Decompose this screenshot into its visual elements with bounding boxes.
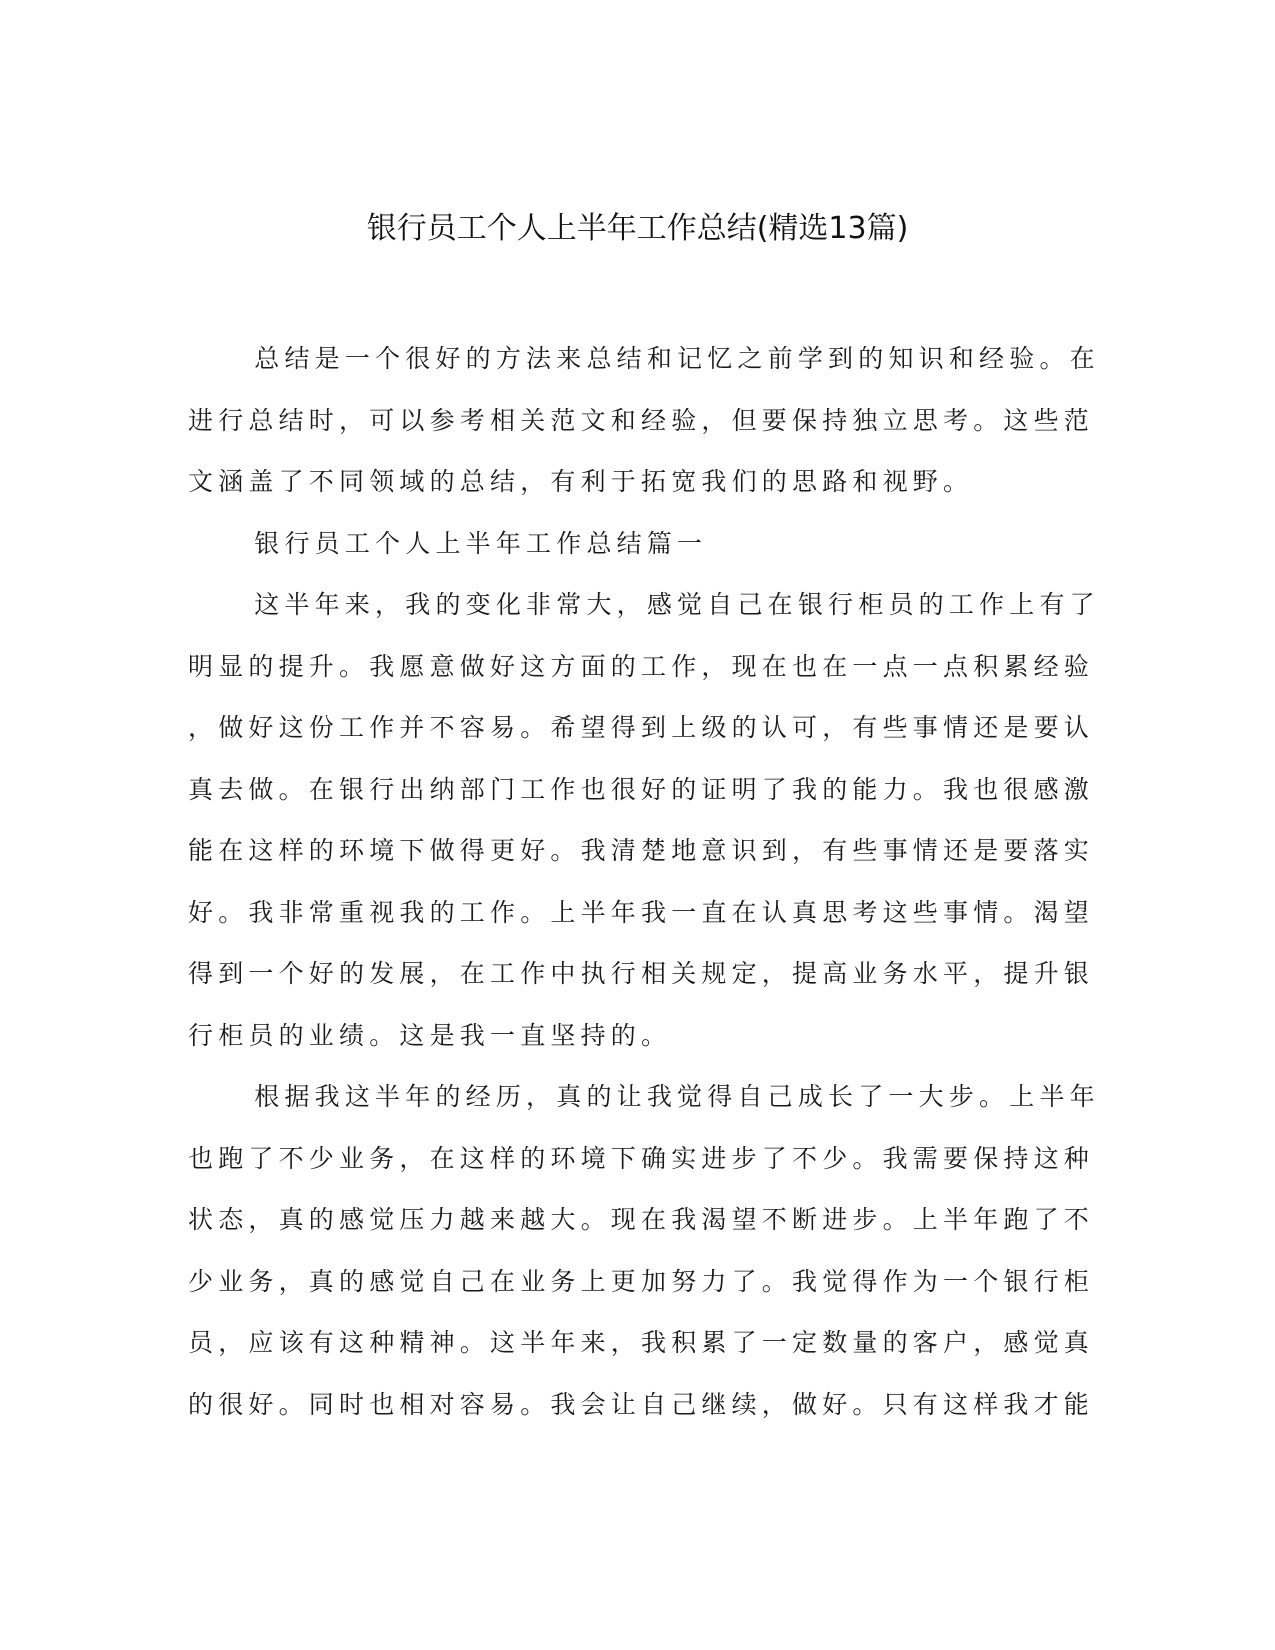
paragraph-line: 行柜员的业绩。这是我一直坚持的。: [188, 1020, 672, 1050]
paragraph-line: 文涵盖了不同领域的总结，有利于拓宽我们的思路和视野。: [188, 467, 974, 496]
paragraph-line: ，做好这份工作并不容易。希望得到上级的认可，有些事情还是要认: [188, 713, 1095, 742]
body-paragraph: [188, 1066, 1100, 1435]
paragraph-line: 真去做。在银行出纳部门工作也很好的证明了我的能力。我也很感激: [188, 774, 1095, 804]
paragraph-line: 明显的提升。我愿意做好这方面的工作，现在也在一点一点积累经验: [188, 651, 1095, 681]
section-heading: [188, 513, 1078, 575]
document-body: [188, 328, 1100, 1435]
body-paragraph: [188, 574, 1100, 1066]
paragraph-line: 员，应该有这种精神。这半年来，我积累了一定数量的客户，感觉真: [188, 1328, 1095, 1357]
paragraph-line: 也跑了不少业务，在这样的环境下确实进步了不少。我需要保持这种: [188, 1143, 1095, 1173]
paragraph-line: 好。我非常重视我的工作。上半年我一直在认真思考这些事情。渴望: [188, 897, 1095, 927]
document-title: 银行员工个人上半年工作总结(精选13篇): [366, 211, 909, 246]
intro-paragraph: [188, 328, 1100, 513]
paragraph-line: 这半年来，我的变化非常大，感觉自己在银行柜员的工作上有了: [254, 590, 1100, 619]
paragraph-line: 进行总结时，可以参考相关范文和经验，但要保持独立思考。这些范: [188, 405, 1095, 435]
section-heading-text: 银行员工个人上半年工作总结篇一: [254, 528, 708, 558]
paragraph-line: 根据我这半年的经历，真的让我觉得自己成长了一大步。上半年: [254, 1082, 1100, 1111]
paragraph-line: 状态，真的感觉压力越来越大。现在我渴望不断进步。上半年跑了不: [188, 1205, 1095, 1234]
paragraph-line: 少业务，真的感觉自己在业务上更加努力了。我觉得作为一个银行柜: [188, 1266, 1095, 1296]
paragraph-line: 得到一个好的发展，在工作中执行相关规定，提高业务水平，提升银: [188, 959, 1095, 988]
paragraph-line: 总结是一个很好的方法来总结和记忆之前学到的知识和经验。在: [254, 344, 1100, 373]
paragraph-line: 的很好。同时也相对容易。我会让自己继续，做好。只有这样我才能: [188, 1389, 1095, 1419]
paragraph-line: 能在这样的环境下做得更好。我清楚地意识到，有些事情还是要落实: [188, 836, 1095, 865]
